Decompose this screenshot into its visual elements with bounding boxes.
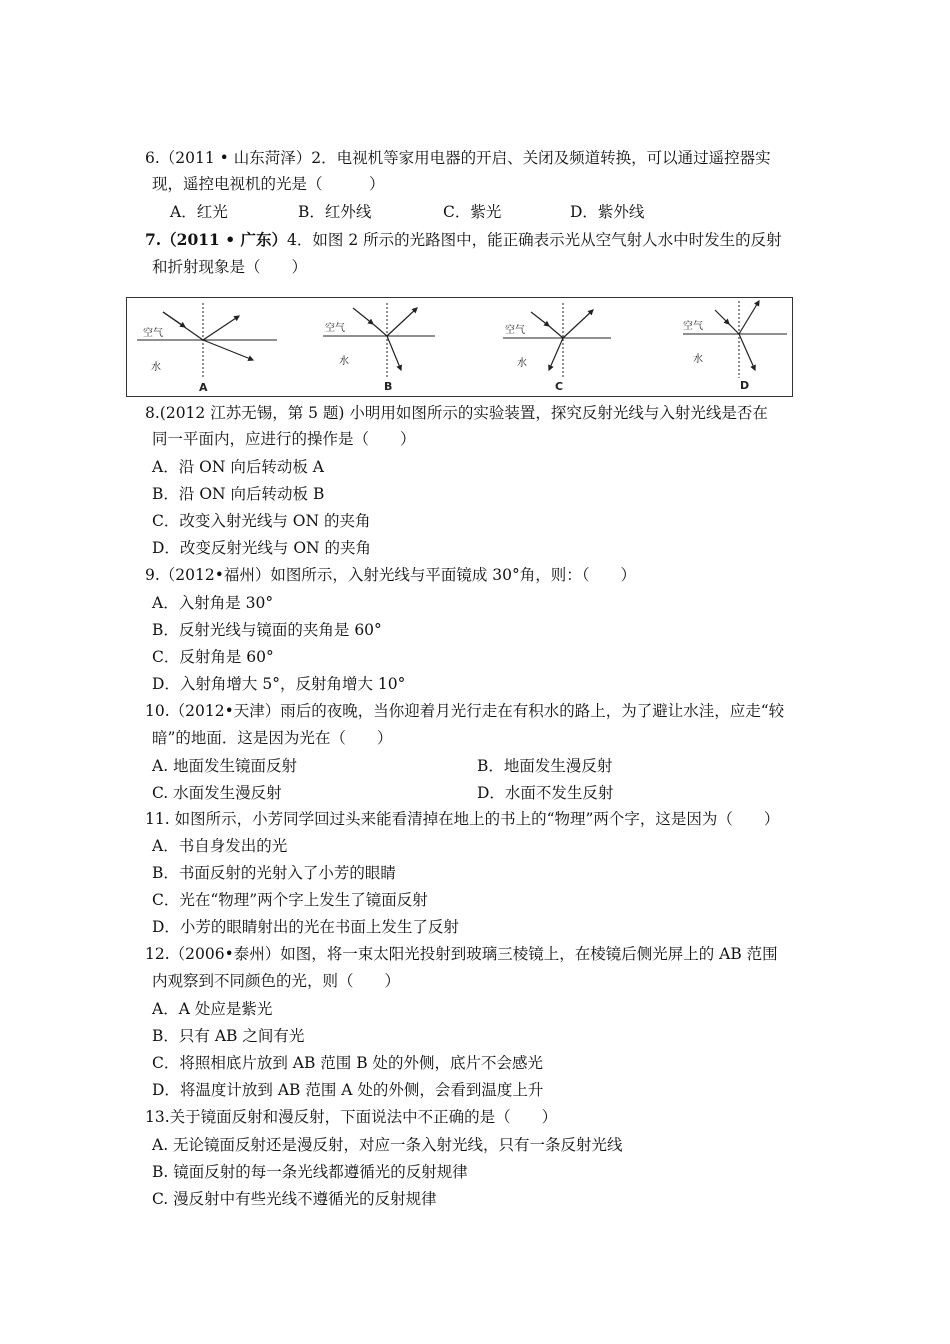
q7-line2: 和折射现象是（ ） — [152, 258, 308, 276]
q8-line1: 8.(2012 江苏无锡，第 5 题) 小明用如图所示的实验装置，探究反射光线与入射光线是否在 — [145, 404, 768, 422]
q11-option-c: C．光在“物理”两个字上发生了镜面反射 — [152, 891, 428, 909]
q8-option-d: D．改变反射光线与 ON 的夹角 — [152, 539, 372, 557]
q9-line1: 9.（2012•福州）如图所示，入射光线与平面镜成 30°角，则：（ ） — [145, 566, 637, 584]
q8-line2: 同一平面内，应进行的操作是（ ） — [152, 430, 416, 448]
q12-line2: 内观察到不同颜色的光，则（ ） — [152, 972, 401, 990]
q11-option-d: D．小芳的眼睛射出的光在书面上发生了反射 — [152, 918, 459, 936]
q11-line1: 11. 如图所示，小芳同学回过头来能看清掉在地上的书上的“物理”两个字，这是因为（ ） — [145, 810, 780, 828]
diagram-c — [503, 303, 611, 393]
diagram-c-water-label: 水 — [517, 358, 527, 369]
q6-line2: 现，遥控电视机的光是（ ） — [152, 175, 385, 193]
q6-option-b: B．红外线 — [298, 203, 372, 221]
diagram-c-letter: C — [555, 380, 564, 393]
q10-line2: 暗”的地面．这是因为光在（ ） — [152, 729, 393, 747]
diagram-c-air-label: 空气 — [505, 325, 525, 336]
diagram-a — [137, 303, 277, 394]
q9-option-c: C．反射角是 60° — [152, 648, 274, 666]
q6-option-d: D．紫外线 — [570, 203, 645, 221]
q13-option-b: B. 镜面反射的每一条光线都遵循光的反射规律 — [152, 1163, 468, 1181]
q9-option-b: B．反射光线与镜面的夹角是 60° — [152, 621, 382, 639]
diagram-d-air-label: 空气 — [683, 321, 703, 332]
q8-option-b: B．沿 ON 向后转动板 B — [152, 485, 325, 503]
q12-line1: 12.（2006•泰州）如图，将一束太阳光投射到玻璃三棱镜上，在棱镜后侧光屏上的 AB 范围 — [145, 945, 778, 963]
diagram-d — [683, 301, 787, 392]
q6-option-c: C．紫光 — [443, 203, 502, 221]
diagram-a-water-label: 水 — [151, 362, 161, 373]
diagram-d-water-label: 水 — [693, 354, 703, 365]
q10-line1: 10.（2012•天津）雨后的夜晚，当你迎着月光行走在有积水的路上，为了避让水洼，应走“较 — [145, 702, 785, 720]
light-path-figure — [126, 297, 793, 397]
diagram-d-letter: D — [740, 379, 750, 392]
q12-option-b: B．只有 AB 之间有光 — [152, 1027, 305, 1045]
q9-option-d: D．入射角增大 5°，反射角增大 10° — [152, 675, 406, 693]
diagram-b — [323, 303, 435, 393]
diagram-b-water-label: 水 — [339, 356, 349, 367]
q11-option-a: A．书自身发出的光 — [152, 837, 288, 855]
light-path-diagrams — [127, 298, 792, 396]
q11-option-b: B．书面反射的光射入了小芳的眼睛 — [152, 864, 396, 882]
q9-option-a: A．入射角是 30° — [152, 594, 274, 612]
q13-option-c: C. 漫反射中有些光线不遵循光的反射规律 — [152, 1190, 437, 1208]
q10-option-c: C. 水面发生漫反射 — [152, 784, 282, 802]
diagram-a-air-label: 空气 — [143, 328, 163, 339]
q7-line1 — [145, 230, 782, 250]
q12-option-a: A．A 处应是紫光 — [152, 1000, 273, 1018]
q13-option-a: A. 无论镜面反射还是漫反射，对应一条入射光线，只有一条反射光线 — [152, 1136, 623, 1154]
q8-option-a: A．沿 ON 向后转动板 A — [152, 458, 324, 476]
q10-option-d: D．水面不发生反射 — [477, 784, 614, 802]
diagram-b-air-label: 空气 — [325, 323, 345, 334]
q10-option-a: A. 地面发生镜面反射 — [152, 757, 298, 775]
q6-line1: 6.（2011 • 山东菏泽）2．电视机等家用电器的开启、关闭及频道转换，可以通过遥控器实 — [145, 149, 771, 167]
diagram-b-letter: B — [384, 380, 393, 393]
q12-option-c: C．将照相底片放到 AB 范围 B 处的外侧，底片不会感光 — [152, 1054, 544, 1072]
q12-option-d: D．将温度计放到 AB 范围 A 处的外侧，会看到温度上升 — [152, 1081, 544, 1099]
q6-option-a: A．红光 — [170, 203, 228, 221]
q7-line1-text: 4．如图 2 所示的光路图中，能正确表示光从空气射人水中时发生的反射 — [287, 231, 782, 249]
q10-option-b: B．地面发生漫反射 — [477, 757, 613, 775]
q8-option-c: C．改变入射光线与 ON 的夹角 — [152, 512, 371, 530]
diagram-a-letter: A — [199, 381, 208, 394]
q13-line1: 13.关于镜面反射和漫反射，下面说法中不正确的是（ ） — [145, 1108, 558, 1126]
q7-number: 7.（2011 • 广东） — [145, 230, 288, 249]
